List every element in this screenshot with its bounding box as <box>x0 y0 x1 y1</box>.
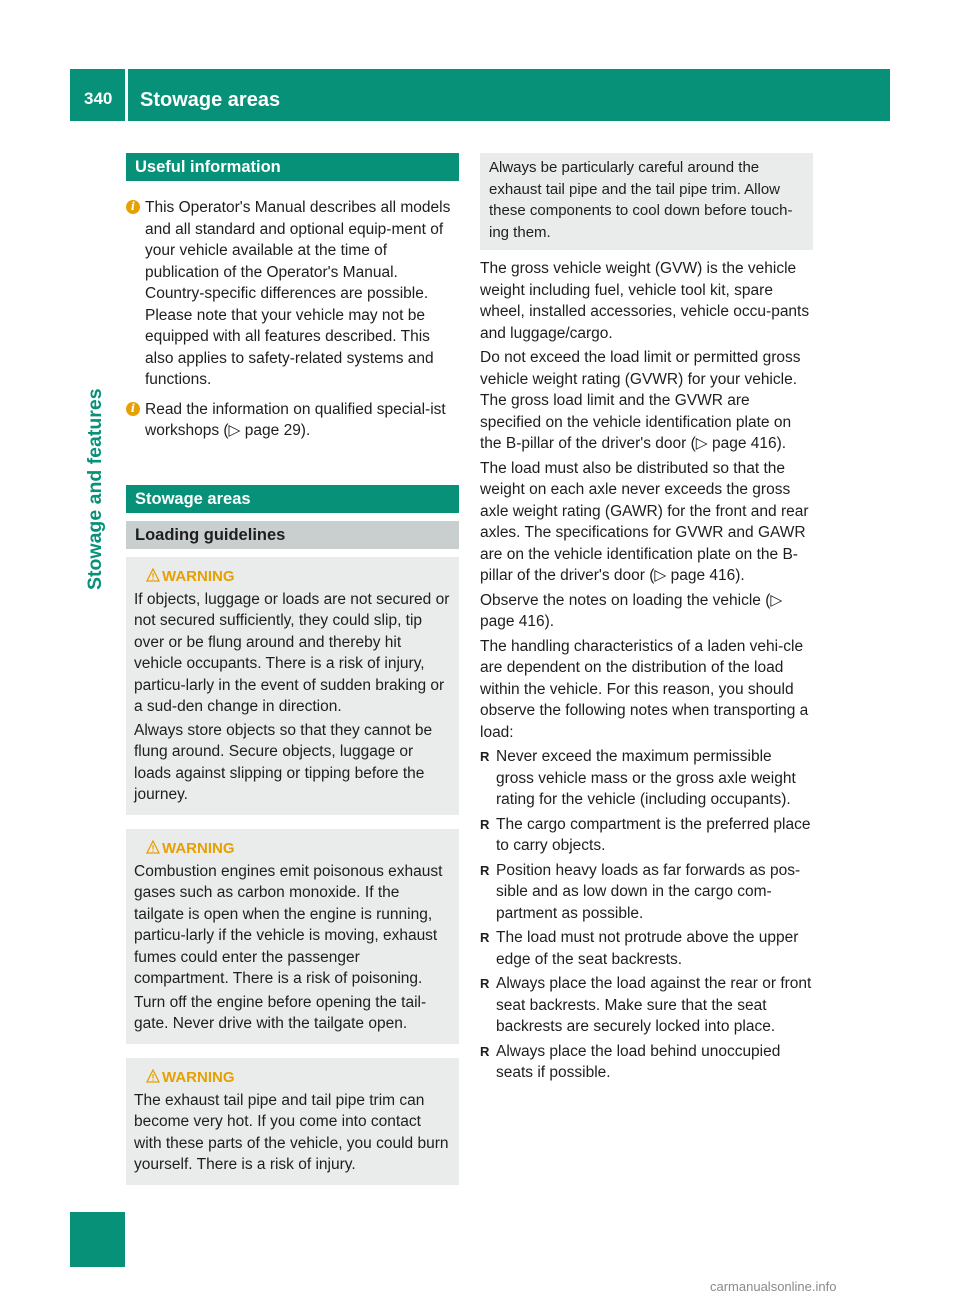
info-text: Read the information on qualified special-ist workshops (▷ page 29). <box>145 400 446 439</box>
list-item-text: The cargo compartment is the preferred place to carry objects. <box>496 815 811 854</box>
list-item <box>480 860 813 925</box>
right-column <box>480 153 813 1084</box>
loading-guidelines-heading: Loading guidelines <box>126 521 459 549</box>
stowage-areas-heading: Stowage areas <box>126 485 459 513</box>
body-paragraph: Observe the notes on loading the vehicle (▷ page 416). <box>480 591 783 630</box>
list-item <box>480 746 813 811</box>
page-number: 340 <box>84 89 113 108</box>
watermark: carmanualsonline.info <box>710 1279 837 1294</box>
list-item <box>480 1041 813 1084</box>
list-item-text: Always place the load against the rear or front seat backrests. Make sure that the seat backrests are securely locked into place. <box>496 975 812 1035</box>
section-tab-label: Stowage and features <box>84 388 106 590</box>
bullet-mark: R <box>480 930 490 945</box>
warning-text: Combustion engines emit poisonous exhaust gases such as carbon monoxide. If the tailgate is open when the engine is running, particu-larly if the vehicle is moving, exhaust fumes could enter the passenger compartment. There is a risk of poisoning. <box>134 862 443 987</box>
warning-text: The exhaust tail pipe and tail pipe trim can become very hot. If you come into contact with these parts of the vehicle, you could burn yourself. There is a risk of injury. <box>134 1091 449 1173</box>
list-item-text: The load must not protrude above the upper edge of the seat backrests. <box>496 929 799 968</box>
body-paragraph: Do not exceed the load limit or permitted gross vehicle weight rating (GVWR) for your vehicle. The gross load limit and the GVWR are specified on the vehicle identification plate on the B-pillar of the driver's door (▷ page 416). <box>480 349 801 452</box>
warning-text: Turn off the engine before opening the tail-gate. Never drive with the tailgate open. <box>134 993 427 1032</box>
warning-title: WARNING <box>134 839 451 859</box>
header-divider <box>125 69 128 121</box>
body-paragraph: The handling characteristics of a laden vehi-cle are dependent on the distribution of the load within the vehicle. For this reason, you should observe the following notes when transporting a load: <box>480 637 809 741</box>
section-tab <box>84 338 114 598</box>
list-item-text: Always place the load behind unoccupied seats if possible. <box>496 1042 781 1081</box>
body-paragraph: The load must also be distributed so that the weight on each axle never exceeds the gross axle weight rating (GAWR) for the front and rear axles. The specifications for GVWR and GAWR are on the vehicle identification plate on the B-pillar of the driver's door (▷ page 416). <box>480 459 809 584</box>
info-text: This Operator's Manual describes all models and all standard and optional equip-ment of your vehicle available at the time of publication of the Operator's Manual. Country-specific differences are possible. Please note that your vehicle may not be equipped with all features described. This also applies to safety-related systems and functions. <box>145 199 451 388</box>
warning-box <box>126 829 459 1044</box>
list-item-text: Never exceed the maximum permissible gross vehicle mass or the gross axle weight rating for the vehicle (including occupants). <box>496 748 796 808</box>
bullet-mark: R <box>480 749 490 764</box>
warning-triangle-icon <box>146 1069 160 1083</box>
bullet-mark: R <box>480 976 490 991</box>
warning-text: Always store objects so that they cannot be flung around. Secure objects, luggage or loads against slipping or tipping before the journey. <box>134 721 433 803</box>
info-icon: i <box>126 402 140 416</box>
list-item <box>480 927 813 970</box>
body-paragraph: The gross vehicle weight (GVW) is the vehicle weight including fuel, vehicle tool kit, spare wheel, installed accessories, vehicle occu-pants and luggage/cargo. <box>480 260 810 342</box>
warning-title: WARNING <box>134 567 451 587</box>
list-item <box>480 973 813 1038</box>
info-item <box>126 197 459 391</box>
section-marker <box>70 1212 125 1267</box>
bullet-mark: R <box>480 816 490 832</box>
left-column <box>126 153 459 1185</box>
info-icon: i <box>126 200 140 214</box>
bullet-mark: R <box>480 1043 490 1059</box>
list-item <box>480 814 813 857</box>
warning-box <box>126 557 459 815</box>
useful-info-heading: Useful information <box>126 153 459 181</box>
warning-text: If objects, luggage or loads are not secured or not secured sufficiently, they could slip, tip over or be flung around and thereby hit vehicle occupants. There is a risk of injury, particu-larly in the event of sudden braking or a sud-den change in direction. <box>134 590 450 715</box>
warning-box <box>126 1058 459 1185</box>
info-item <box>126 399 459 442</box>
warning-title: WARNING <box>134 1068 451 1088</box>
header-title: Stowage areas <box>140 89 281 111</box>
page-header <box>70 69 890 121</box>
warning-triangle-icon <box>146 568 160 582</box>
bullet-mark: R <box>480 862 490 878</box>
list-item-text: Position heavy loads as far forwards as pos-sible and as low down in the cargo com-partment as possible. <box>496 861 801 922</box>
caution-note: Always be particularly careful around the exhaust tail pipe and the tail pipe trim. Allow these components to cool down before touch-ing them. <box>480 153 813 250</box>
warning-triangle-icon <box>146 840 160 854</box>
